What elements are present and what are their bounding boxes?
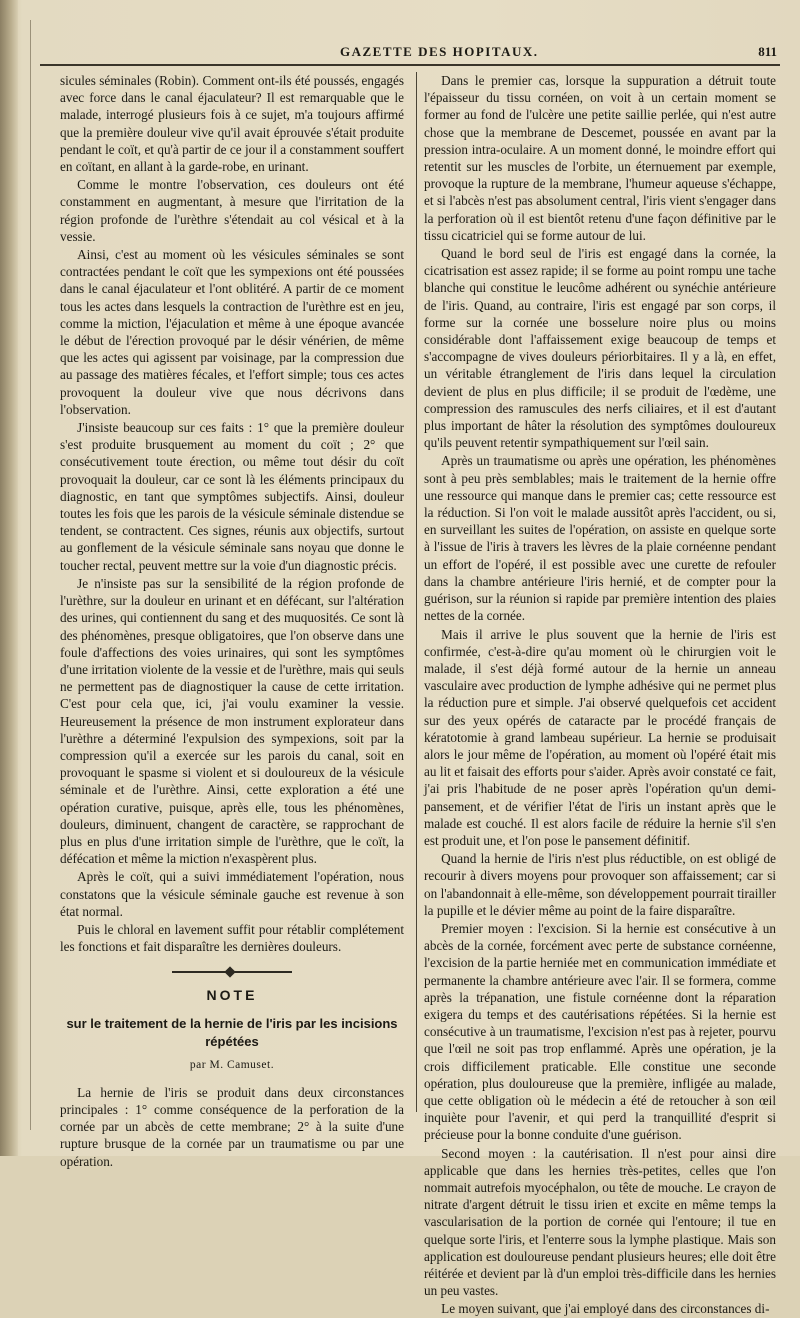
paragraph: sicules séminales (Robin). Comment ont-ils été poussés, engagés avec force dans le canal éjaculateur? Il est remarquable que le malade, interrogé plusieurs fois à ce sujet, m'a toujours affirmé que la première douleur vive qu'il avait éprouvée s'était produite pendant le coït, et qu'à partir de ce jour il a constamment souffert en coïtant, en allant à la garde-robe, en urinant. bbox=[60, 73, 404, 175]
journal-title: GAZETTE DES HOPITAUX. bbox=[340, 44, 539, 59]
header-rule bbox=[40, 64, 780, 66]
paragraph: Je n'insiste pas sur la sensibilité de la région profonde de l'urèthre, sur la douleur en urinant et en défécant, sur l'altération des urines, qui contiennent du sang et des muquosités. Ce sont là des phénomènes, presque obligatoires, que l'on observe dans une foule d'affections des voies urinaires, qui sont les symptômes d'une irritation violente de la vessie et de l'urèthre, mais qui seuls ne permettent pas de diagnostiquer la cause de cette irritation. C'est pour cela que, ici, j'ai voulu examiner la vessie. Heureusement la présence de mon instrument explorateur dans l'urèthre a déterminé l'expulsion des sympexions, soit par la compression qu'il a exercée sur les parois du canal, soit en provoquant le spasme si violent et si douloureux de la vésicule séminale et de l'urèthre. Ainsi, cette exploration a été une opération curative, puisque, après elle, tous les phénomènes, douleurs, diminuent, changent de caractère, se rapprochant de plus en plus d'une irritation simple de l'urèthre, que le coït, la défécation et même la miction n'exaspèrent plus. bbox=[60, 575, 404, 867]
paragraph: Le moyen suivant, que j'ai employé dans des circonstances di- bbox=[441, 1301, 770, 1317]
book-spine-shadow bbox=[0, 0, 18, 1156]
paragraph: Premier moyen : l'excision. Si la hernie est consécutive à un abcès de la cornée, forcément avec perte de substance cornéenne, l'excision de la partie herniée met en communication immédiate et permanente la chambre antérieure avec l'air. Il se formera, comme après la trépanation, une fistule cornéenne dont la réparation exigera du temps et des cautérisations répétées. Si la hernie est consécutive à un traumatisme, l'excision n'est pas à rejeter, pourvu que l'œil ne soit pas trop enflammé. Après une opération, je la crois difficilement praticable. Elle constitue une seconde opération, plus douloureuse que la première, infligée au malade, que cette obligation où le médecin a été de retoucher à son œil inquiète pour l'avenir, et qui perd la tranquillité d'esprit si précieuse pour la bonne conduite d'une guérison. bbox=[424, 920, 776, 1143]
paragraph: Ainsi, c'est au moment où les vésicules séminales se sont contractées pendant le coït que les sympexions ont été poussées dans le canal éjaculateur et l'ont oblitéré. A partir de ce moment tous les actes dans lesquels la contraction de l'urèthre est en jeu, comme la miction, l'éjaculation et même à une époque avancée le début de l'érection provoqué par le désir vénérien, de même que les actes qui agissent par voisinage, par la compression due au passage des matières fécales, et l'effort simple; tous ces actes provoquent la douleur vive que nous décrivons dans l'observation. bbox=[60, 247, 404, 417]
paragraph: J'insiste beaucoup sur ces faits : 1° que la première douleur s'est produite brusquement au moment du coït ; 2° que consécutivement toute érection, ou même tout désir du coït provoquait la douleur, car ce sont là les éléments principaux du diagnostic, en tant que symptômes subjectifs. Ainsi, douleur toutes les fois que les parois de la vésicule séminale distendue se tendent, se contractent. Ces signes, réunis aux objectifs, surtout au gonflement de la vésicule séminale sans noyau que donne le toucher rectal, peuvent mettre sur la voie d'un diagnostic précis. bbox=[60, 420, 404, 573]
paragraph: Puis le chloral en lavement suffit pour rétablir complétement les fonctions et fait disparaître les dernières douleurs. bbox=[60, 921, 404, 955]
margin-line bbox=[30, 20, 31, 1130]
note-heading: NOTE bbox=[206, 987, 258, 1004]
note-subtitle: sur le traitement de la hernie de l'iris par les incisions répétées bbox=[66, 1015, 398, 1049]
right-column bbox=[424, 72, 776, 1318]
note-paragraph: La hernie de l'iris se produit dans deux circonstances principales : 1° comme conséquence de la perforation de la cornée par un abcès de cette membrane; 2° à la suite d'une rupture brusque de la cornée par un traumatisme ou par une opération. bbox=[60, 1084, 404, 1169]
paragraph: Comme le montre l'observation, ces douleurs ont été constamment en augmentant, à mesure que l'irritation de la région profonde de l'urèthre s'étendait au col vésical et à la vessie. bbox=[60, 177, 404, 244]
paragraph: Après un traumatisme ou après une opération, les phénomènes sont à peu près semblables; mais le traitement de la hernie offre une ressource qui manque dans le premier cas; cette ressource est la réduction. Si l'on voit le malade aussitôt après l'accident, ou si, en surveillant les suites de l'opération, on assiste en quelque sorte à l'issue de l'iris à travers les lèvres de la plaie cornéenne pendant un effort de l'opéré, il est possible avec une curette de refouler dans la chambre antérieure l'iris hernié, et de compter pour la guérison, sur la réunion si rapide par première intention des plaies nettes de la cornée. bbox=[424, 453, 776, 624]
paragraph: Dans le premier cas, lorsque la suppuration a détruit toute l'épaisseur du tissu cornéen, on voit à un certain moment se former au fond de l'ulcère une petite saillie perlée, qui n'est autre chose que la membrane de Descemet, poussée en avant par la pression intra-oculaire. A un moment donné, le moindre effort qui retentit sur les muscles de l'orbite, un éternuement par exemple, provoque la rupture de la membrane, l'humeur aqueuse s'échappe, et si l'abcès n'est pas absolument central, l'iris vient s'engager dans la perforation où il est bientôt retenu d'une façon définitive par le tissu cicatriciel qui se forme autour de lui. bbox=[424, 73, 776, 243]
paragraph: Quand la hernie de l'iris n'est plus réductible, on est obligé de recourir à divers moyens pour provoquer son affaissement; car si on l'abandonnait à elle-même, son développement pourrait tirailler la pupille et le dévier même au point de la faire disparaître. bbox=[424, 851, 776, 918]
paragraph: Second moyen : la cautérisation. Il n'est pour ainsi dire applicable que dans les hernies très-petites, celles que l'on nommait autrefois myocéphalon, ou tête de mouche. Le crayon de nitrate d'argent détruit le tissu irien et excite en même temps la vascularisation de la portion de cornée qui l'entoure; il tue en quelque sorte l'iris, et l'enterre sous la lymphe plastique. Mais son application est douloureuse pendant plusieurs heures; elle doit être réitérée et devient par là d'un emploi très-difficile dans les hernies un peu vastes. bbox=[424, 1145, 776, 1299]
column-divider bbox=[416, 72, 417, 1112]
section-divider-ornament bbox=[172, 971, 292, 973]
page-header bbox=[40, 38, 785, 62]
paragraph: Quand le bord seul de l'iris est engagé dans la cornée, la cicatrisation est assez rapide; il se forme au point rompu une tache blanche qui constitue le leucôme adhérent ou synéchie antérieure de l'iris. Quand, au contraire, l'iris est engagé par son corps, il forme sur la cornée une bosselure noire plus ou moins considérable dont l'affaissement exige beaucoup de temps et s'accompagne de vives douleurs périorbitaires. Il y a là, en effet, un véritable étranglement de l'iris dans lequel la circulation devient de plus en plus difficile; il se produit de l'œdème, une compression des ramuscules des nerfs ciliaires, et il est d'autant plus important de hâter la résolution des symptômes douloureux qu'ils peuvent retentir sympathiquement sur l'œil sain. bbox=[424, 246, 776, 451]
paragraph: Mais il arrive le plus souvent que la hernie de l'iris est confirmée, c'est-à-dire qu'au moment où le chirurgien voit le malade, il s'est déjà formé autour de la hernie un anneau vasculaire avec production de lymphe adhésive qui ne permet plus la réduction pure et simple. J'ai observé quelquefois cet accident sur des yeux opérés de cataracte par le procédé français de kératotomie à grand lambeau supérieur. La hernie se produisait alors le jour même de l'opération, au moment où l'opéré était mis au lit et faisait des efforts pour s'aider. Après avoir constaté ce fait, j'ai pris l'habitude de ne poser après l'opération qu'un demi-pansement, et de vérifier l'état de l'iris un instant après que le malade est couché. Il est alors facile de réduire la hernie s'il s'en est produit une, et l'on pose le pansement définitif. bbox=[424, 626, 776, 848]
left-column bbox=[60, 72, 404, 1170]
paragraph: Après le coït, qui a suivi immédiatement l'opération, nous constatons que la vésicule séminale gauche est revenue à son état normal. bbox=[60, 869, 404, 919]
note-author: par M. Camuset. bbox=[189, 1058, 275, 1071]
page-number: 811 bbox=[758, 44, 777, 59]
